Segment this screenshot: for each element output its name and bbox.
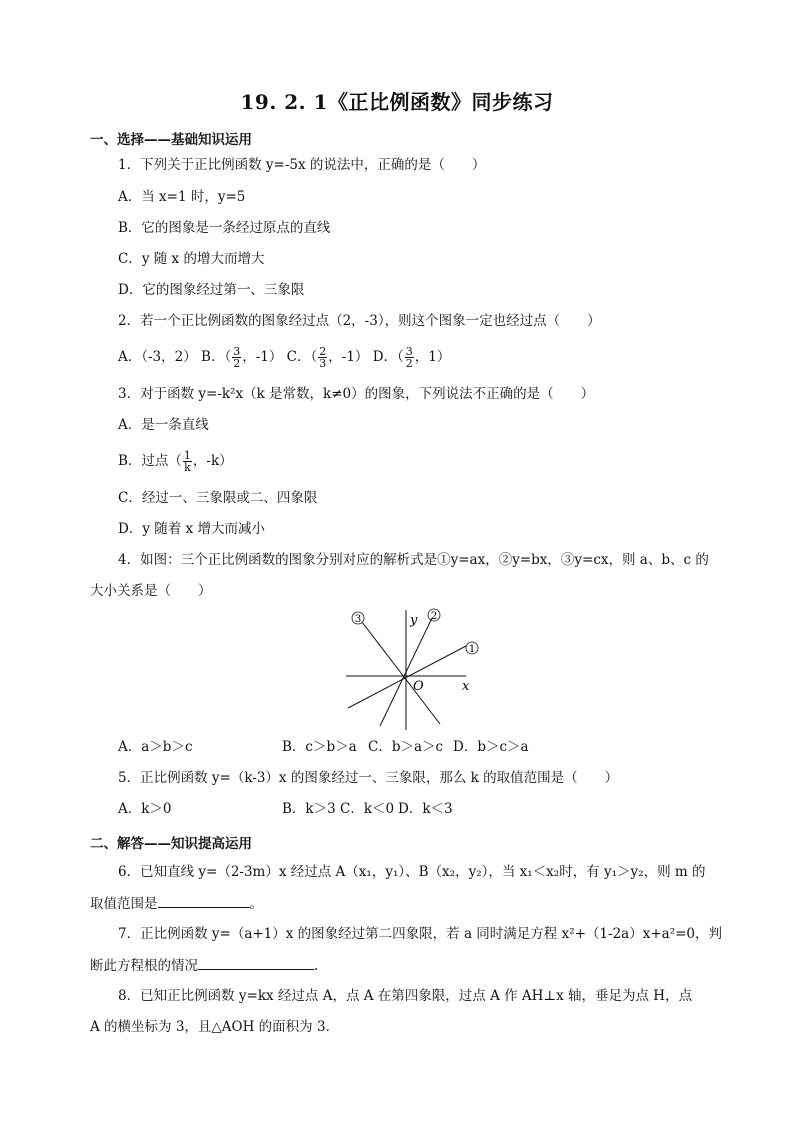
label-1: 1 — [468, 644, 476, 655]
label-2: 2 — [430, 611, 438, 622]
line-1 — [348, 646, 466, 708]
fraction — [405, 346, 414, 369]
option-b-prefix: B．过点（ — [118, 453, 182, 469]
question-3-option-a: A．是一条直线 — [118, 417, 209, 433]
question-5-stem: 5．正比例函数 y=（k-3）x 的图象经过一、三象限，那么 k 的取值范围是（ ） — [118, 770, 619, 786]
question-7-stem-line-1: 7．正比例函数 y=（a+1）x 的图象经过第二四象限，若 a 同时满足方程 x²+（1-2a）x+a²=0，判 — [118, 926, 723, 942]
option-c-prefix: C．（ — [286, 349, 318, 365]
question-6-stem-line-2 — [90, 895, 263, 912]
question-6-stem-line-1: 6．已知直线 y=（2-3m）x 经过点 A（x₁，y₁）、B（x₂，y₂），当 x₁＜x₂时，有 y₁＞y₂，则 m 的 — [118, 864, 706, 880]
question-5-option-a: A．k＞0 — [118, 801, 172, 817]
question-2-options — [118, 344, 450, 370]
question-4-figure — [340, 606, 490, 738]
section-heading-solve: 二、解答——知识提高运用 — [90, 836, 252, 852]
question-5-option-d: D．k＜3 — [398, 801, 453, 817]
answer-blank[interactable] — [198, 957, 314, 970]
label-3: 3 — [354, 614, 362, 625]
question-3-option-d: D．y 随着 x 增大而减小 — [118, 521, 265, 537]
question-8-stem-line-1: 8．已知正比例函数 y=kx 经过点 A，点 A 在第四象限，过点 A 作 AH⊥x 轴，垂足为点 H，点 — [118, 988, 693, 1004]
line-3 — [362, 622, 440, 724]
stem-suffix: . — [314, 958, 319, 974]
fraction-numerator: 3 — [405, 345, 413, 358]
fraction-denominator: k — [184, 461, 191, 474]
question-4-option-d: D．b＞c＞a — [453, 739, 529, 755]
option-b-prefix: B．（ — [201, 349, 232, 365]
stem-suffix: 。 — [249, 896, 263, 912]
question-8-stem-line-2: A 的横坐标为 3，且△AOH 的面积为 3． — [90, 1019, 340, 1035]
section-heading-choice: 一、选择——基础知识运用 — [90, 132, 252, 148]
question-2-option-b — [201, 345, 283, 370]
option-d-prefix: D．（ — [372, 349, 404, 365]
question-4-option-c: C．b＞a＞c — [368, 739, 444, 755]
question-1-option-a: A．当 x=1 时，y=5 — [118, 189, 246, 205]
question-5-option-c: C．k＜0 — [340, 801, 395, 817]
question-5-option-b: B．k＞3 — [282, 801, 336, 817]
question-1-option-b: B．它的图象是一条经过原点的直线 — [118, 220, 331, 236]
question-4-option-b: B．c＞b＞a — [282, 739, 357, 755]
question-1-option-d: D．它的图象经过第一、三象限 — [118, 282, 305, 298]
answer-blank[interactable] — [158, 895, 250, 908]
question-1-stem: 1．下列关于正比例函数 y=-5x 的说法中，正确的是（ ） — [118, 157, 486, 173]
question-4-stem-line-2: 大小关系是（ ） — [90, 583, 212, 599]
question-3-option-c: C．经过一、三象限或二、四象限 — [118, 490, 318, 506]
stem-prefix: 取值范围是 — [90, 896, 158, 912]
line-graph-figure — [340, 606, 490, 734]
fraction-numerator: 3 — [233, 345, 241, 358]
option-b-suffix: ，-k） — [192, 453, 233, 469]
question-2-stem: 2．若一个正比例函数的图象经过点（2，-3），则这个图象一定也经过点（ ） — [118, 313, 601, 329]
question-7-stem-line-2 — [90, 957, 318, 974]
fraction-denominator: 2 — [405, 357, 413, 370]
question-4-option-a: A．a＞b＞c — [118, 739, 193, 755]
fraction-numerator: 1 — [183, 449, 191, 462]
option-d-suffix: ，1） — [414, 349, 451, 365]
axis-label-y: y — [410, 613, 418, 628]
origin-label: O — [413, 679, 424, 694]
fraction — [183, 450, 192, 473]
option-b-suffix: ，-1） — [242, 349, 283, 365]
fraction-numerator: 2 — [319, 345, 327, 358]
question-1-option-c: C．y 随 x 的增大而增大 — [118, 251, 265, 267]
question-2-option-d — [372, 345, 451, 370]
stem-prefix: 断此方程根的情况 — [90, 958, 198, 974]
option-c-suffix: ，-1） — [328, 349, 369, 365]
fraction — [318, 346, 327, 369]
question-3-option-b — [118, 448, 233, 474]
question-4-stem-line-1: 4．如图：三个正比例函数的图象分别对应的解析式是①y=ax，②y=bx，③y=cx，则 a、b、c 的 — [118, 552, 709, 568]
axis-label-x: x — [462, 679, 470, 694]
fraction-denominator: 2 — [233, 357, 241, 370]
page-title: 19. 2. 1《正比例函数》同步练习 — [240, 90, 554, 114]
fraction-denominator: 3 — [319, 357, 327, 370]
question-2-option-a: A．（-3，2） — [118, 349, 197, 365]
question-3-stem: 3．对于函数 y=-k²x（k 是常数，k≠0）的图象，下列说法不正确的是（ ） — [118, 386, 595, 402]
fraction — [232, 346, 241, 369]
question-2-option-c — [286, 345, 369, 370]
